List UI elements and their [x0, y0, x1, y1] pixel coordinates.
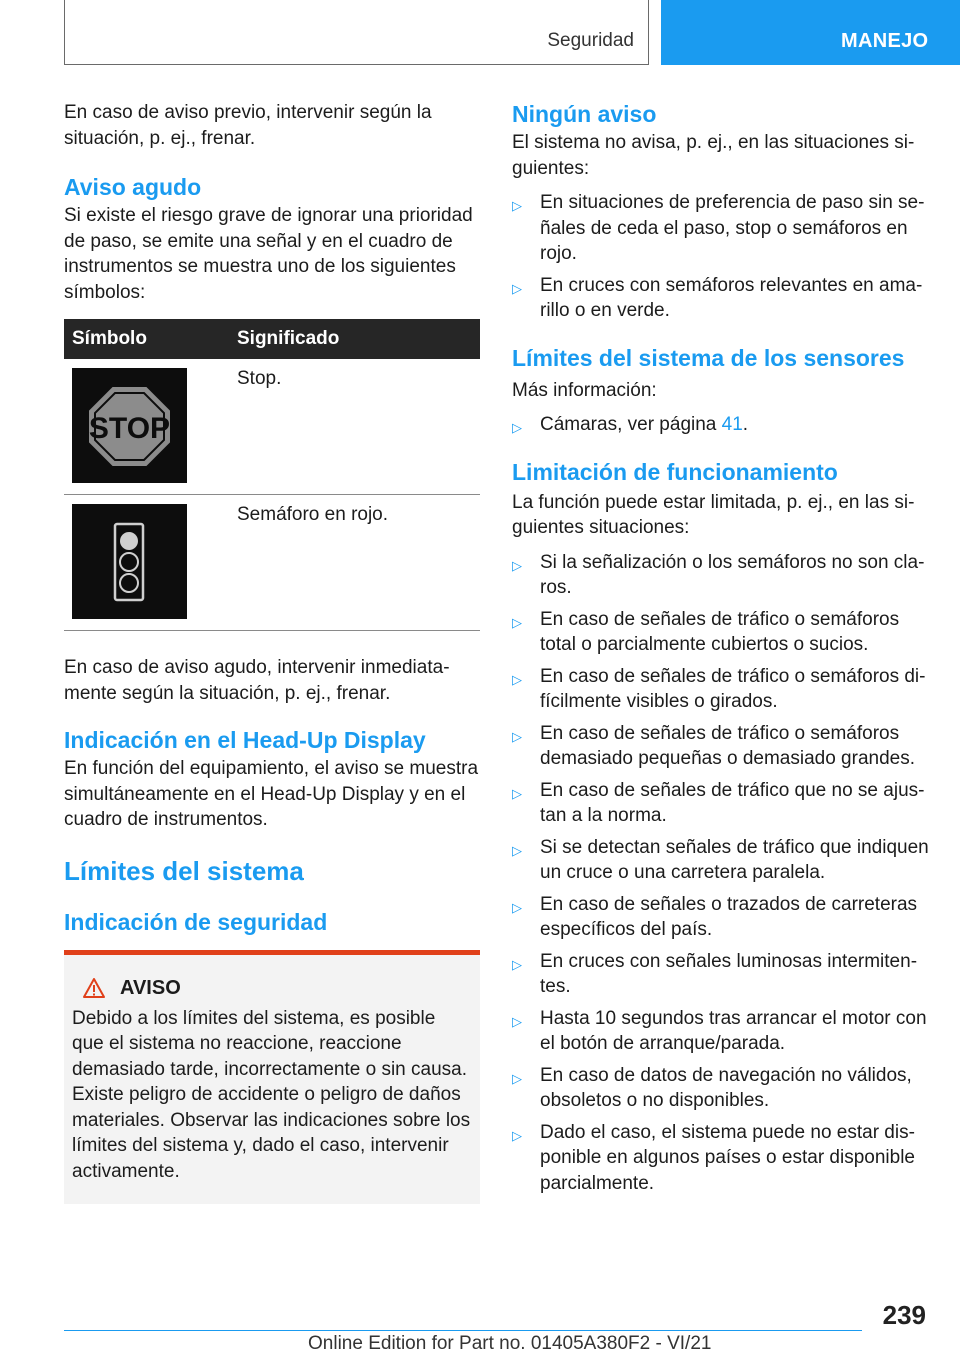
- sensores-text: Más información:: [512, 379, 657, 401]
- table-header: [64, 319, 480, 359]
- warning-title: [72, 977, 472, 1000]
- page-number: 239: [882, 1300, 926, 1330]
- bullet-triangle-icon: ▷: [512, 198, 522, 213]
- header-frame: [64, 0, 649, 65]
- intro-paragraph: En caso de aviso previo, intervenir según la situación, p. ej., frenar.: [64, 102, 432, 149]
- list-item: ▷ En caso de señales de tráfico que no se ajustan a la norma.: [512, 779, 925, 826]
- safety-heading: Indicación de seguridad: [64, 908, 328, 935]
- aviso-agudo-heading: Aviso agudo: [64, 174, 202, 200]
- warning-text: Debido a los límites del sistema, es posible que el sistema no reaccione, reaccione demasiado tarde, incorrectamente o sin causa. Existe peligro de accidente o peligro de daños materiales. Observar las indicaciones sobre los límites del sistema y, dado el caso, intervenir activamente.: [72, 1007, 471, 1182]
- footer-edition: Online Edition for Part no. 01405A380F2 - VI/21: [308, 1333, 712, 1354]
- bullet-triangle-icon: ▷: [512, 1127, 522, 1143]
- bullet-triangle-icon: ▷: [512, 280, 522, 296]
- bullet-triangle-icon: ▷: [512, 614, 522, 630]
- after-table-paragraph: En caso de aviso agudo, intervenir inmediatamente según la situación, p. ej., frenar.: [64, 657, 450, 704]
- limits-heading: Límites del sistema: [64, 855, 304, 886]
- list-item: ▷ Si se detectan señales de tráfico que indiquen un cruce o una carretera paralela.: [512, 836, 929, 883]
- bullet-triangle-icon: ▷: [512, 956, 522, 972]
- bullet-triangle-icon: ▷: [512, 557, 522, 573]
- hud-heading: Indicación en el Head-Up Display: [64, 727, 426, 753]
- stop-sign-icon: [72, 368, 187, 483]
- stop-sign-text: STOP: [88, 412, 171, 445]
- limitacion-text: La función puede estar limitada, p. ej., en las siguientes situaciones:: [512, 491, 915, 538]
- list-item: ▷ En caso de datos de navegación no válidos, obsoletos o no disponibles.: [512, 1064, 912, 1111]
- list-item: ▷ Cámaras, ver página 41.: [512, 412, 930, 438]
- meaning-red-light: Semáforo en rojo.: [237, 504, 389, 525]
- chapter-tab[interactable]: [661, 0, 960, 65]
- table-row: [64, 359, 480, 495]
- bullet-triangle-icon: ▷: [512, 842, 522, 858]
- page-link[interactable]: 41: [721, 414, 743, 435]
- bullet-triangle-icon: ▷: [512, 785, 522, 801]
- column-header-symbol: Símbolo: [72, 328, 147, 349]
- limitacion-heading: Limitación de funcionamiento: [512, 458, 838, 485]
- table-row: [64, 495, 480, 631]
- limitacion-list: [512, 550, 930, 1197]
- aviso-agudo-text: Si existe el riesgo grave de ignorar una prioridad de paso, se emite una señal y en el cuadro de instrumentos se muestra uno de los siguientes símbolos:: [64, 205, 473, 303]
- hud-text: En función del equipamiento, el aviso se muestra simultáneamente en el Head-Up Display y en el cuadro de instrumentos.: [64, 758, 479, 830]
- section-label: Seguridad: [547, 30, 634, 51]
- list-item: ▷ En caso de señales de tráfico o semáforos total o parcialmente cubiertos o sucios.: [512, 608, 900, 655]
- right-column: [512, 100, 930, 1202]
- chapter-tab-label: MANEJO: [841, 30, 929, 52]
- list-item: ▷ En caso de señales o trazados de carreteras específicos del país.: [512, 893, 918, 940]
- warning-box: [64, 950, 480, 1205]
- list-item: ▷ Dado el caso, el sistema puede no estar disponible en algunos países o estar disponible parcialmente.: [512, 1121, 915, 1194]
- ningun-aviso-list: [512, 190, 930, 324]
- footer-divider: [64, 1330, 862, 1331]
- bullet-triangle-icon: ▷: [512, 1070, 522, 1086]
- warning-title-text: AVISO: [120, 976, 181, 999]
- list-item: ▷ En caso de señales de tráfico o semáforos difícilmente visibles o girados.: [512, 665, 926, 712]
- symbol-table: [64, 319, 480, 631]
- warning-triangle-icon: [82, 977, 106, 999]
- list-item: ▷ En cruces con semáforos relevantes en amarillo o en verde.: [512, 274, 923, 321]
- traffic-light-red-icon: [72, 504, 187, 619]
- list-item: ▷ Si la señalización o los semáforos no son claros.: [512, 551, 925, 598]
- left-column: [64, 100, 480, 1204]
- list-item: ▷ En situaciones de preferencia de paso sin señales de ceda el paso, stop o semáforos en rojo.: [512, 192, 925, 264]
- ningun-aviso-text: El sistema no avisa, p. ej., en las situaciones siguientes:: [512, 132, 915, 179]
- ningun-aviso-heading: Ningún aviso: [512, 101, 657, 127]
- bullet-triangle-icon: ▷: [512, 420, 522, 435]
- list-item: ▷ En cruces con señales luminosas intermitentes.: [512, 950, 918, 997]
- meaning-stop: Stop.: [237, 368, 282, 389]
- column-header-meaning: Significado: [237, 328, 340, 349]
- bullet-triangle-icon: ▷: [512, 671, 522, 687]
- bullet-triangle-icon: ▷: [512, 899, 522, 915]
- list-item: ▷ En caso de señales de tráfico o semáforos demasiado pequeñas o demasiado grandes.: [512, 722, 915, 769]
- list-item: ▷ Hasta 10 segundos tras arrancar el motor con el botón de arranque/parada.: [512, 1007, 927, 1054]
- sensores-list: [512, 412, 930, 438]
- sensores-heading: Límites del sistema de los sensores: [512, 344, 905, 371]
- bullet-triangle-icon: ▷: [512, 728, 522, 744]
- bullet-triangle-icon: ▷: [512, 1013, 522, 1029]
